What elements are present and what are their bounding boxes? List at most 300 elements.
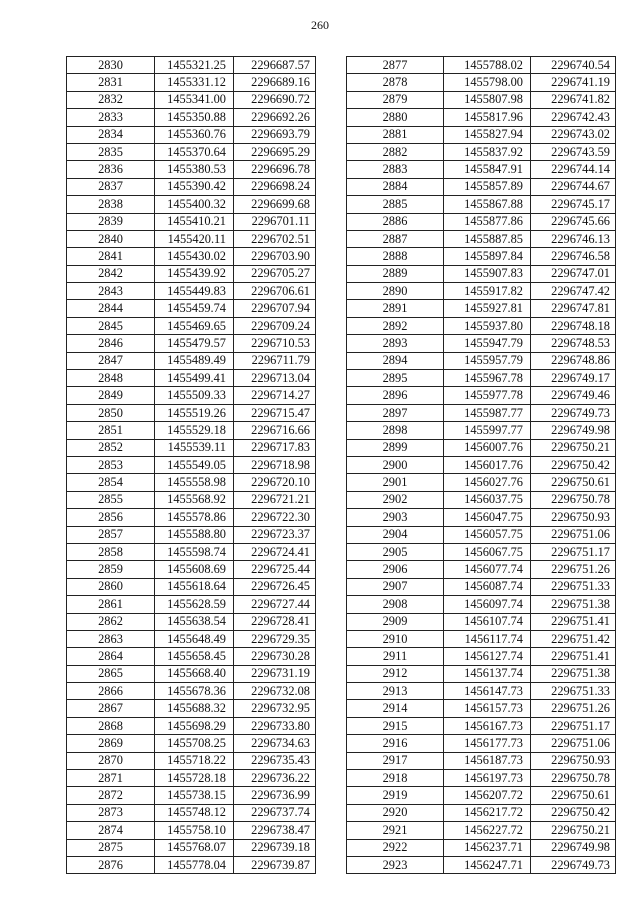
point-id-cell: 2913 — [347, 683, 444, 700]
x-coordinate-cell: 1455837.92 — [444, 143, 531, 160]
y-coordinate-cell: 2296750.93 — [531, 509, 616, 526]
point-id-cell: 2916 — [347, 735, 444, 752]
table-row — [67, 561, 316, 578]
table-row — [347, 526, 616, 543]
point-id-cell: 2870 — [67, 752, 155, 769]
x-coordinate-cell: 1456137.74 — [444, 665, 531, 682]
y-coordinate-cell: 2296751.26 — [531, 700, 616, 717]
point-id-cell: 2917 — [347, 752, 444, 769]
x-coordinate-cell: 1455430.02 — [155, 248, 234, 265]
point-id-cell: 2846 — [67, 335, 155, 352]
y-coordinate-cell: 2296698.24 — [234, 178, 316, 195]
y-coordinate-cell: 2296747.81 — [531, 300, 616, 317]
point-id-cell: 2857 — [67, 526, 155, 543]
point-id-cell: 2899 — [347, 439, 444, 456]
point-id-cell: 2892 — [347, 317, 444, 334]
y-coordinate-cell: 2296703.90 — [234, 248, 316, 265]
page-number: 260 — [311, 18, 329, 32]
point-id-cell: 2833 — [67, 109, 155, 126]
y-coordinate-cell: 2296749.17 — [531, 370, 616, 387]
table-row — [347, 109, 616, 126]
y-coordinate-cell: 2296715.47 — [234, 404, 316, 421]
x-coordinate-cell: 1455817.96 — [444, 109, 531, 126]
table-row — [347, 474, 616, 491]
point-id-cell: 2861 — [67, 596, 155, 613]
table-row — [347, 370, 616, 387]
x-coordinate-cell: 1456067.75 — [444, 543, 531, 560]
x-coordinate-cell: 1455778.04 — [155, 856, 234, 873]
point-id-cell: 2848 — [67, 370, 155, 387]
point-id-cell: 2894 — [347, 352, 444, 369]
point-id-cell: 2862 — [67, 613, 155, 630]
table-row — [67, 630, 316, 647]
x-coordinate-cell: 1456237.71 — [444, 839, 531, 856]
point-id-cell: 2903 — [347, 509, 444, 526]
y-coordinate-cell: 2296751.41 — [531, 613, 616, 630]
y-coordinate-cell: 2296733.80 — [234, 717, 316, 734]
y-coordinate-cell: 2296722.30 — [234, 509, 316, 526]
y-coordinate-cell: 2296713.04 — [234, 370, 316, 387]
x-coordinate-cell: 1455439.92 — [155, 265, 234, 282]
x-coordinate-cell: 1455728.18 — [155, 770, 234, 787]
point-id-cell: 2864 — [67, 648, 155, 665]
table-row — [67, 178, 316, 195]
y-coordinate-cell: 2296701.11 — [234, 213, 316, 230]
x-coordinate-cell: 1455459.74 — [155, 300, 234, 317]
point-id-cell: 2888 — [347, 248, 444, 265]
table-row — [347, 735, 616, 752]
point-id-cell: 2919 — [347, 787, 444, 804]
point-id-cell: 2844 — [67, 300, 155, 317]
table-row — [347, 822, 616, 839]
y-coordinate-cell: 2296751.42 — [531, 630, 616, 647]
point-id-cell: 2859 — [67, 561, 155, 578]
table-row — [67, 822, 316, 839]
x-coordinate-cell: 1455847.91 — [444, 161, 531, 178]
x-coordinate-cell: 1455539.11 — [155, 439, 234, 456]
y-coordinate-cell: 2296724.41 — [234, 543, 316, 560]
x-coordinate-cell: 1456097.74 — [444, 596, 531, 613]
point-id-cell: 2900 — [347, 456, 444, 473]
point-id-cell: 2904 — [347, 526, 444, 543]
y-coordinate-cell: 2296721.21 — [234, 491, 316, 508]
x-coordinate-cell: 1455638.54 — [155, 613, 234, 630]
y-coordinate-cell: 2296751.26 — [531, 561, 616, 578]
y-coordinate-cell: 2296706.61 — [234, 283, 316, 300]
point-id-cell: 2923 — [347, 856, 444, 873]
y-coordinate-cell: 2296748.53 — [531, 335, 616, 352]
point-id-cell: 2881 — [347, 126, 444, 143]
point-id-cell: 2832 — [67, 91, 155, 108]
y-coordinate-cell: 2296699.68 — [234, 196, 316, 213]
table-row — [347, 856, 616, 873]
x-coordinate-cell: 1455489.49 — [155, 352, 234, 369]
x-coordinate-cell: 1455807.98 — [444, 91, 531, 108]
y-coordinate-cell: 2296720.10 — [234, 474, 316, 491]
x-coordinate-cell: 1455857.89 — [444, 178, 531, 195]
table-row — [347, 613, 616, 630]
x-coordinate-cell: 1455558.98 — [155, 474, 234, 491]
x-coordinate-cell: 1456147.73 — [444, 683, 531, 700]
y-coordinate-cell: 2296718.98 — [234, 456, 316, 473]
point-id-cell: 2891 — [347, 300, 444, 317]
point-id-cell: 2906 — [347, 561, 444, 578]
table-row — [347, 596, 616, 613]
y-coordinate-cell: 2296751.38 — [531, 596, 616, 613]
table-row — [67, 126, 316, 143]
y-coordinate-cell: 2296730.28 — [234, 648, 316, 665]
x-coordinate-cell: 1456007.76 — [444, 439, 531, 456]
table-row — [347, 230, 616, 247]
point-id-cell: 2865 — [67, 665, 155, 682]
x-coordinate-cell: 1455648.49 — [155, 630, 234, 647]
point-id-cell: 2876 — [67, 856, 155, 873]
table-row — [347, 770, 616, 787]
point-id-cell: 2912 — [347, 665, 444, 682]
y-coordinate-cell: 2296736.99 — [234, 787, 316, 804]
point-id-cell: 2880 — [347, 109, 444, 126]
x-coordinate-cell: 1456087.74 — [444, 578, 531, 595]
table-row — [347, 126, 616, 143]
point-id-cell: 2837 — [67, 178, 155, 195]
table-row — [67, 596, 316, 613]
y-coordinate-cell: 2296751.06 — [531, 526, 616, 543]
point-id-cell: 2856 — [67, 509, 155, 526]
x-coordinate-cell: 1455588.80 — [155, 526, 234, 543]
table-row — [67, 787, 316, 804]
point-id-cell: 2910 — [347, 630, 444, 647]
y-coordinate-cell: 2296693.79 — [234, 126, 316, 143]
point-id-cell: 2897 — [347, 404, 444, 421]
x-coordinate-cell: 1455350.88 — [155, 109, 234, 126]
y-coordinate-cell: 2296695.29 — [234, 143, 316, 160]
y-coordinate-cell: 2296749.73 — [531, 856, 616, 873]
point-id-cell: 2879 — [347, 91, 444, 108]
y-coordinate-cell: 2296741.19 — [531, 74, 616, 91]
x-coordinate-cell: 1455718.22 — [155, 752, 234, 769]
table-row — [347, 491, 616, 508]
x-coordinate-cell: 1455917.82 — [444, 283, 531, 300]
y-coordinate-cell: 2296749.46 — [531, 387, 616, 404]
x-coordinate-cell: 1456057.75 — [444, 526, 531, 543]
point-id-cell: 2878 — [347, 74, 444, 91]
table-row — [347, 839, 616, 856]
table-row — [67, 143, 316, 160]
table-row — [67, 509, 316, 526]
y-coordinate-cell: 2296751.17 — [531, 543, 616, 560]
y-coordinate-cell: 2296745.66 — [531, 213, 616, 230]
table-row — [67, 578, 316, 595]
point-id-cell: 2860 — [67, 578, 155, 595]
x-coordinate-cell: 1455927.81 — [444, 300, 531, 317]
table-row — [347, 196, 616, 213]
point-id-cell: 2911 — [347, 648, 444, 665]
table-row — [67, 717, 316, 734]
y-coordinate-cell: 2296729.35 — [234, 630, 316, 647]
x-coordinate-cell: 1455957.79 — [444, 352, 531, 369]
x-coordinate-cell: 1455798.00 — [444, 74, 531, 91]
point-id-cell: 2890 — [347, 283, 444, 300]
y-coordinate-cell: 2296749.98 — [531, 422, 616, 439]
y-coordinate-cell: 2296739.18 — [234, 839, 316, 856]
y-coordinate-cell: 2296714.27 — [234, 387, 316, 404]
y-coordinate-cell: 2296750.42 — [531, 804, 616, 821]
point-id-cell: 2907 — [347, 578, 444, 595]
x-coordinate-cell: 1455907.83 — [444, 265, 531, 282]
y-coordinate-cell: 2296750.42 — [531, 456, 616, 473]
point-id-cell: 2850 — [67, 404, 155, 421]
table-row — [67, 839, 316, 856]
x-coordinate-cell: 1455937.80 — [444, 317, 531, 334]
y-coordinate-cell: 2296748.86 — [531, 352, 616, 369]
x-coordinate-cell: 1456117.74 — [444, 630, 531, 647]
x-coordinate-cell: 1455628.59 — [155, 596, 234, 613]
table-row — [67, 196, 316, 213]
point-id-cell: 2875 — [67, 839, 155, 856]
point-id-cell: 2886 — [347, 213, 444, 230]
table-row — [67, 352, 316, 369]
table-row — [67, 109, 316, 126]
table-row — [67, 161, 316, 178]
y-coordinate-cell: 2296750.78 — [531, 491, 616, 508]
point-id-cell: 2830 — [67, 57, 155, 74]
point-id-cell: 2873 — [67, 804, 155, 821]
table-row — [67, 335, 316, 352]
table-row — [67, 491, 316, 508]
table-row — [347, 74, 616, 91]
y-coordinate-cell: 2296750.78 — [531, 770, 616, 787]
y-coordinate-cell: 2296749.98 — [531, 839, 616, 856]
point-id-cell: 2840 — [67, 230, 155, 247]
y-coordinate-cell: 2296711.79 — [234, 352, 316, 369]
x-coordinate-cell: 1455658.45 — [155, 648, 234, 665]
point-id-cell: 2874 — [67, 822, 155, 839]
table-row — [347, 335, 616, 352]
point-id-cell: 2905 — [347, 543, 444, 560]
x-coordinate-cell: 1455947.79 — [444, 335, 531, 352]
x-coordinate-cell: 1455997.77 — [444, 422, 531, 439]
x-coordinate-cell: 1456177.73 — [444, 735, 531, 752]
point-id-cell: 2896 — [347, 387, 444, 404]
y-coordinate-cell: 2296736.22 — [234, 770, 316, 787]
x-coordinate-cell: 1455370.64 — [155, 143, 234, 160]
y-coordinate-cell: 2296737.74 — [234, 804, 316, 821]
x-coordinate-cell: 1455768.07 — [155, 839, 234, 856]
point-id-cell: 2889 — [347, 265, 444, 282]
x-coordinate-cell: 1455698.29 — [155, 717, 234, 734]
y-coordinate-cell: 2296690.72 — [234, 91, 316, 108]
table-row — [67, 230, 316, 247]
x-coordinate-cell: 1455410.21 — [155, 213, 234, 230]
y-coordinate-cell: 2296731.19 — [234, 665, 316, 682]
x-coordinate-cell: 1456107.74 — [444, 613, 531, 630]
table-row — [347, 57, 616, 74]
x-coordinate-cell: 1455400.32 — [155, 196, 234, 213]
table-row — [67, 300, 316, 317]
point-id-cell: 2884 — [347, 178, 444, 195]
x-coordinate-cell: 1455380.53 — [155, 161, 234, 178]
y-coordinate-cell: 2296749.73 — [531, 404, 616, 421]
y-coordinate-cell: 2296707.94 — [234, 300, 316, 317]
y-coordinate-cell: 2296735.43 — [234, 752, 316, 769]
table-row — [347, 509, 616, 526]
point-id-cell: 2835 — [67, 143, 155, 160]
x-coordinate-cell: 1455688.32 — [155, 700, 234, 717]
x-coordinate-cell: 1456167.73 — [444, 717, 531, 734]
table-row — [347, 317, 616, 334]
table-row — [67, 683, 316, 700]
table-row — [67, 74, 316, 91]
x-coordinate-cell: 1456127.74 — [444, 648, 531, 665]
x-coordinate-cell: 1456187.73 — [444, 752, 531, 769]
point-id-cell: 2868 — [67, 717, 155, 734]
point-id-cell: 2854 — [67, 474, 155, 491]
x-coordinate-cell: 1456217.72 — [444, 804, 531, 821]
x-coordinate-cell: 1455420.11 — [155, 230, 234, 247]
x-coordinate-cell: 1455758.10 — [155, 822, 234, 839]
table-row — [67, 752, 316, 769]
point-id-cell: 2849 — [67, 387, 155, 404]
table-row — [67, 700, 316, 717]
table-row — [67, 404, 316, 421]
point-id-cell: 2845 — [67, 317, 155, 334]
point-id-cell: 2902 — [347, 491, 444, 508]
table-row — [347, 804, 616, 821]
table-row — [347, 752, 616, 769]
x-coordinate-cell: 1455897.84 — [444, 248, 531, 265]
x-coordinate-cell: 1455598.74 — [155, 543, 234, 560]
x-coordinate-cell: 1455608.69 — [155, 561, 234, 578]
y-coordinate-cell: 2296748.18 — [531, 317, 616, 334]
point-id-cell: 2841 — [67, 248, 155, 265]
point-id-cell: 2869 — [67, 735, 155, 752]
y-coordinate-cell: 2296750.93 — [531, 752, 616, 769]
y-coordinate-cell: 2296687.57 — [234, 57, 316, 74]
point-id-cell: 2871 — [67, 770, 155, 787]
table-row — [67, 370, 316, 387]
y-coordinate-cell: 2296746.58 — [531, 248, 616, 265]
x-coordinate-cell: 1455509.33 — [155, 387, 234, 404]
x-coordinate-cell: 1455331.12 — [155, 74, 234, 91]
table-row — [347, 665, 616, 682]
table-row — [347, 213, 616, 230]
table-row — [347, 630, 616, 647]
point-id-cell: 2872 — [67, 787, 155, 804]
y-coordinate-cell: 2296710.53 — [234, 335, 316, 352]
table-row — [67, 543, 316, 560]
table-row — [347, 422, 616, 439]
table-row — [347, 787, 616, 804]
y-coordinate-cell: 2296738.47 — [234, 822, 316, 839]
x-coordinate-cell: 1455977.78 — [444, 387, 531, 404]
point-id-cell: 2920 — [347, 804, 444, 821]
x-coordinate-cell: 1456047.75 — [444, 509, 531, 526]
x-coordinate-cell: 1455708.25 — [155, 735, 234, 752]
table-row — [347, 161, 616, 178]
x-coordinate-cell: 1455578.86 — [155, 509, 234, 526]
x-coordinate-cell: 1455738.15 — [155, 787, 234, 804]
table-row — [347, 439, 616, 456]
y-coordinate-cell: 2296751.38 — [531, 665, 616, 682]
table-row — [347, 178, 616, 195]
x-coordinate-cell: 1455360.76 — [155, 126, 234, 143]
table-row — [67, 856, 316, 873]
x-coordinate-cell: 1455877.86 — [444, 213, 531, 230]
y-coordinate-cell: 2296745.17 — [531, 196, 616, 213]
x-coordinate-cell: 1455519.26 — [155, 404, 234, 421]
y-coordinate-cell: 2296709.24 — [234, 317, 316, 334]
point-id-cell: 2915 — [347, 717, 444, 734]
y-coordinate-cell: 2296751.41 — [531, 648, 616, 665]
y-coordinate-cell: 2296751.17 — [531, 717, 616, 734]
table-row — [67, 804, 316, 821]
point-id-cell: 2908 — [347, 596, 444, 613]
x-coordinate-cell: 1455529.18 — [155, 422, 234, 439]
table-row — [347, 143, 616, 160]
x-coordinate-cell: 1455668.40 — [155, 665, 234, 682]
y-coordinate-cell: 2296751.06 — [531, 735, 616, 752]
y-coordinate-cell: 2296732.95 — [234, 700, 316, 717]
point-id-cell: 2898 — [347, 422, 444, 439]
point-id-cell: 2842 — [67, 265, 155, 282]
y-coordinate-cell: 2296750.61 — [531, 474, 616, 491]
x-coordinate-cell: 1455987.77 — [444, 404, 531, 421]
y-coordinate-cell: 2296743.02 — [531, 126, 616, 143]
table-row — [347, 404, 616, 421]
point-id-cell: 2901 — [347, 474, 444, 491]
x-coordinate-cell: 1455390.42 — [155, 178, 234, 195]
point-id-cell: 2838 — [67, 196, 155, 213]
table-row — [347, 648, 616, 665]
y-coordinate-cell: 2296740.54 — [531, 57, 616, 74]
table-row — [347, 683, 616, 700]
table-row — [347, 265, 616, 282]
table-row — [67, 526, 316, 543]
table-row — [347, 543, 616, 560]
point-id-cell: 2863 — [67, 630, 155, 647]
x-coordinate-cell: 1456157.73 — [444, 700, 531, 717]
x-coordinate-cell: 1455499.41 — [155, 370, 234, 387]
point-id-cell: 2839 — [67, 213, 155, 230]
y-coordinate-cell: 2296750.61 — [531, 787, 616, 804]
point-id-cell: 2893 — [347, 335, 444, 352]
y-coordinate-cell: 2296751.33 — [531, 683, 616, 700]
y-coordinate-cell: 2296723.37 — [234, 526, 316, 543]
table-row — [347, 283, 616, 300]
point-id-cell: 2866 — [67, 683, 155, 700]
table-row — [67, 422, 316, 439]
table-row — [67, 248, 316, 265]
y-coordinate-cell: 2296716.66 — [234, 422, 316, 439]
y-coordinate-cell: 2296741.82 — [531, 91, 616, 108]
table-row — [347, 717, 616, 734]
y-coordinate-cell: 2296750.21 — [531, 822, 616, 839]
table-row — [347, 91, 616, 108]
y-coordinate-cell: 2296744.67 — [531, 178, 616, 195]
point-id-cell: 2847 — [67, 352, 155, 369]
point-id-cell: 2895 — [347, 370, 444, 387]
x-coordinate-cell: 1456027.76 — [444, 474, 531, 491]
y-coordinate-cell: 2296702.51 — [234, 230, 316, 247]
x-coordinate-cell: 1455568.92 — [155, 491, 234, 508]
y-coordinate-cell: 2296692.26 — [234, 109, 316, 126]
table-row — [67, 387, 316, 404]
table-row — [67, 613, 316, 630]
point-id-cell: 2918 — [347, 770, 444, 787]
y-coordinate-cell: 2296747.01 — [531, 265, 616, 282]
table-row — [67, 665, 316, 682]
y-coordinate-cell: 2296739.87 — [234, 856, 316, 873]
